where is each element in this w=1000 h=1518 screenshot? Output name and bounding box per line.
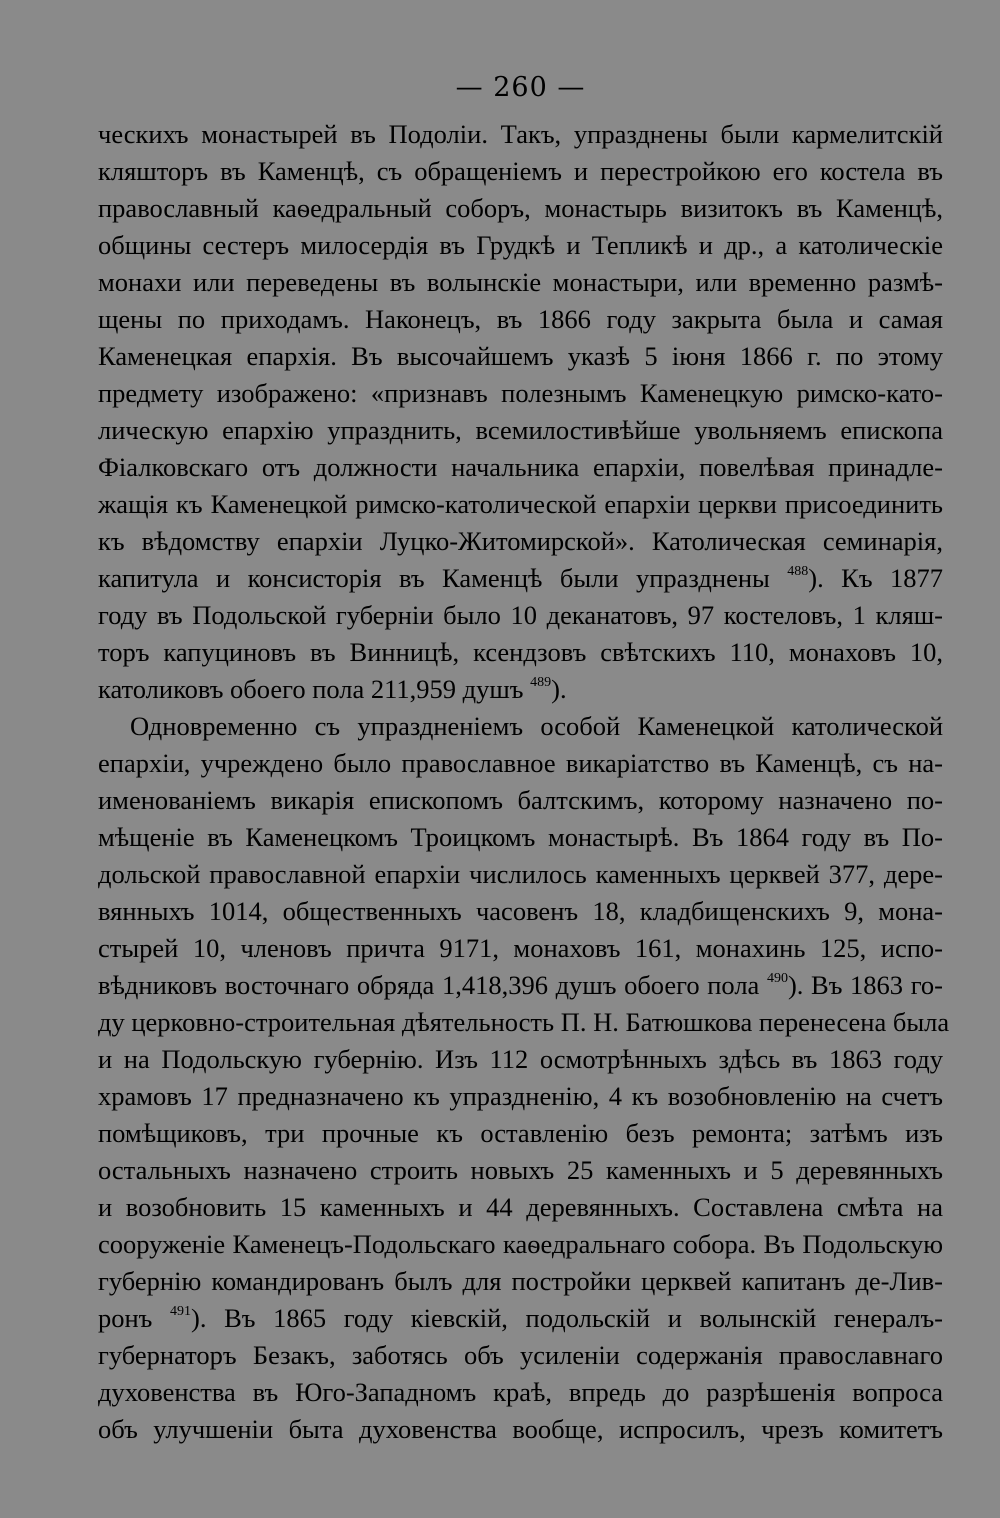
- text-line: [98, 560, 943, 597]
- text-line: [98, 819, 943, 856]
- text-line: [98, 338, 943, 375]
- text-line: [98, 449, 943, 486]
- text-line-tail: ). Въ 1863 го-: [787, 970, 943, 1000]
- text-line-content: Фіалковскаго отъ должности начальника епархіи, повелѣвая принадле-: [98, 452, 943, 482]
- text-line: [98, 486, 943, 523]
- text-line: [98, 1300, 943, 1337]
- text-line-content: монахи или переведены въ волынскіе монастыри, или временно размѣ-: [98, 267, 943, 297]
- text-line: [98, 523, 943, 560]
- text-line: [98, 782, 943, 819]
- text-line-content: вянныхъ 1014, общественныхъ часовенъ 18, кладбищенскихъ 9, мона-: [98, 896, 943, 926]
- text-line: [98, 1226, 943, 1263]
- text-line: [98, 597, 943, 634]
- text-line: [98, 708, 943, 745]
- text-line-content: лическую епархію упразднить, всемилостивѣйше увольняемъ епископа: [98, 415, 943, 445]
- text-line-content: и возобновить 15 каменныхъ и 44 деревянныхъ. Составлена смѣта на: [98, 1192, 943, 1222]
- text-line: [98, 671, 943, 708]
- text-line: [98, 1374, 943, 1411]
- text-line-content: торъ капуциновъ въ Винницѣ, ксендзовъ свѣтскихъ 110, монаховъ 10,: [98, 637, 943, 667]
- text-line-content: кляшторъ въ Каменцѣ, съ обращеніемъ и перестройкою его костела въ: [98, 156, 943, 186]
- footnote-marker: 490: [766, 971, 788, 986]
- text-line-content: капитула и консисторія въ Каменцѣ были упразднены: [98, 563, 770, 593]
- text-line: [98, 1041, 943, 1078]
- text-line: [98, 1078, 943, 1115]
- text-line-content: ду церковно-строительная дѣятельность П. Н. Батюшкова перенесена была: [98, 1007, 950, 1037]
- text-line: [98, 745, 943, 782]
- text-line-content: Каменецкая епархія. Въ высочайшемъ указѣ 5 іюня 1866 г. по этому: [98, 341, 943, 371]
- text-line: [98, 930, 943, 967]
- text-line: [98, 856, 943, 893]
- footnote-marker: 491: [170, 1304, 192, 1319]
- text-line-content: вѣдниковъ восточнаго обряда 1,418,396 душъ обоего пола: [98, 970, 760, 1000]
- text-line: [98, 967, 943, 1004]
- text-line-content: предмету изображено: «признавъ полезнымъ Каменецкую римско-като-: [98, 378, 943, 408]
- text-line-content: помѣщиковъ, три прочные къ оставленію безъ ремонта; затѣмъ изъ: [98, 1118, 943, 1148]
- text-line-content: ческихъ монастырей въ Подоліи. Такъ, упразднены были кармелитскій: [98, 119, 943, 149]
- text-line: [98, 227, 943, 264]
- text-line-content: католиковъ обоего пола 211,959 душъ: [98, 674, 524, 704]
- text-line: [98, 1152, 943, 1189]
- text-line: [98, 1115, 943, 1152]
- text-line-content: Одновременно съ упраздненіемъ особой Каменецкой католической: [130, 711, 943, 741]
- text-line-content: именованіемъ викарія епископомъ балтскимъ, которому назначено по-: [98, 785, 943, 815]
- text-line-content: храмовъ 17 предназначено къ упраздненію, 4 къ возобновленію на счетъ: [98, 1081, 943, 1111]
- text-line-tail: ). Къ 1877: [808, 563, 944, 593]
- text-line-tail: ).: [551, 674, 567, 704]
- text-line-content: общины сестеръ милосердія въ Грудкѣ и Тепликѣ и др., а католическіе: [98, 230, 943, 260]
- text-line-content: и на Подольскую губернію. Изъ 112 осмотрѣнныхъ здѣсь въ 1863 году: [98, 1044, 943, 1074]
- text-line: [98, 1189, 943, 1226]
- text-line: [98, 375, 943, 412]
- text-line-tail: ). Въ 1865 году кіевскій, подольскій и волынскій генералъ-: [191, 1303, 943, 1333]
- text-line-content: ронъ: [98, 1303, 153, 1333]
- text-line-content: мѣщеніе въ Каменецкомъ Троицкомъ монастырѣ. Въ 1864 году въ По-: [98, 822, 943, 852]
- text-line-content: епархіи, учреждено было православное викаріатство въ Каменцѣ, съ на-: [98, 748, 943, 778]
- text-line: [98, 893, 943, 930]
- text-line-content: губернаторъ Безакъ, заботясь объ усиленіи содержанія православнаго: [98, 1340, 943, 1370]
- text-line-content: объ улучшеніи быта духовенства вообще, испросилъ, чрезъ комитетъ: [98, 1414, 943, 1444]
- text-line-content: дольской православной епархіи числилось каменныхъ церквей 377, дере-: [98, 859, 943, 889]
- text-line: [98, 116, 943, 153]
- text-line-content: жащія къ Каменецкой римско-католической епархіи церкви присоединить: [98, 489, 943, 519]
- footnote-marker: 488: [787, 564, 809, 579]
- footnote-marker: 489: [530, 675, 552, 690]
- text-line-content: году въ Подольской губерніи было 10 деканатовъ, 97 костеловъ, 1 кляш-: [98, 600, 943, 630]
- text-line-content: губернію командированъ былъ для постройки церквей капитанъ де-Лив-: [98, 1266, 943, 1296]
- text-line: [98, 634, 943, 671]
- text-line-content: къ вѣдомству епархіи Луцко-Житомирской». Католическая семинарія,: [98, 526, 943, 556]
- text-line-content: щены по приходамъ. Наконецъ, въ 1866 году закрыта была и самая: [98, 304, 943, 334]
- text-line-content: духовенства въ Юго-Западномъ краѣ, впредь до разрѣшенія вопроса: [98, 1377, 943, 1407]
- text-line: [98, 412, 943, 449]
- text-line: [98, 264, 943, 301]
- text-line-content: остальныхъ назначено строить новыхъ 25 каменныхъ и 5 деревянныхъ: [98, 1155, 943, 1185]
- text-line: [98, 190, 943, 227]
- text-line: [98, 1411, 943, 1448]
- text-line: [98, 1263, 943, 1300]
- text-line-content: стырей 10, членовъ причта 9171, монаховъ 161, монахинь 125, испо-: [98, 933, 943, 963]
- body-text: [98, 116, 950, 1448]
- text-line: [98, 301, 943, 338]
- text-line: [98, 153, 943, 190]
- text-line: [98, 1337, 943, 1374]
- text-line-content: сооруженіе Каменецъ-Подольскаго каѳедральнаго собора. Въ Подольскую: [98, 1229, 943, 1259]
- page-number: — 260 —: [455, 72, 586, 103]
- text-line-content: православный каѳедральный соборъ, монастырь визитокъ въ Каменцѣ,: [98, 193, 943, 223]
- text-line: [98, 1004, 950, 1041]
